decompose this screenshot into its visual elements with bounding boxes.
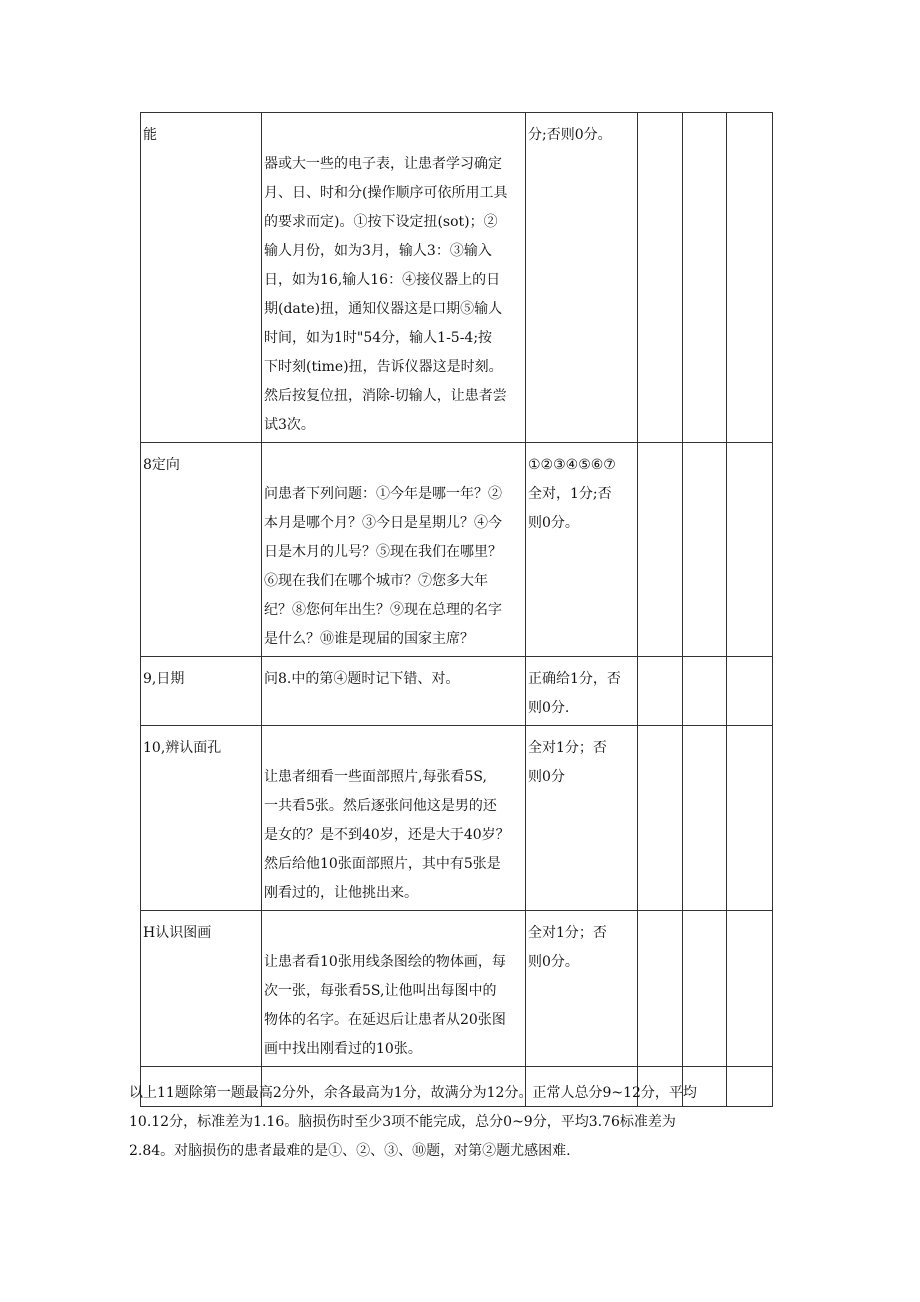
- method-line: 问8.中的第④题时记下错、对。: [264, 671, 460, 687]
- method-line: 让患者细看一些面部照片,每张看5S,: [264, 769, 487, 785]
- table-row: [141, 443, 773, 657]
- method-line: ⑥现在我们在哪个城市？⑦您多大年: [264, 573, 488, 589]
- method-line: 期(date)扭，通知仪器这是口期⑤输人: [264, 301, 503, 317]
- method-cell: [262, 443, 526, 657]
- method-line: 让患者看10张用线条图绘的物体画，每: [264, 954, 506, 970]
- scoring-cell: [526, 113, 638, 443]
- method-line: 月、日、时和分(操作顺序可依所用工具: [264, 185, 508, 201]
- method-line: 下时刻(time)扭，告诉仪器这是时刻。: [264, 359, 503, 375]
- method-line: 是女的？是不到40岁，还是大于40岁？: [264, 827, 510, 843]
- scoring-line: 全对，1分;否: [528, 486, 612, 502]
- item-label: 10,辨认面孔: [143, 740, 222, 756]
- method-cell: [262, 726, 526, 911]
- footnote-line: 以上11题除第一题最高2分外，余各最高为1分，故满分为12分。正常人总分9~12分，平均: [129, 1085, 697, 1101]
- footnote-line: 2.84。对脑损伤的患者最难的是①、②、③、⑩题，对第②题尤感困难.: [129, 1143, 571, 1159]
- item-label: 8定向: [143, 457, 180, 473]
- score-entry-cell: [727, 911, 773, 1067]
- score-entry-cell: [683, 726, 727, 911]
- method-cell: [262, 113, 526, 443]
- method-cell: [262, 911, 526, 1067]
- item-label: H认识图画: [143, 925, 212, 941]
- method-line: [264, 734, 523, 763]
- score-entry-cell: [727, 726, 773, 911]
- scoring-line: 全对1分；否: [528, 925, 607, 941]
- footnote-line: 10.12分，标准差为1.16。脑损伤时至少3项不能完成，总分0~9分，平均3.76标准差为: [129, 1114, 676, 1130]
- score-entry-cell: [683, 113, 727, 443]
- method-line: 输人月份，如为3月，输人3：③输入: [264, 243, 492, 259]
- method-line: 试3次。: [264, 417, 315, 433]
- score-entry-cell: [727, 657, 773, 726]
- score-entry-cell: [638, 443, 683, 657]
- scoring-line: 则0分。: [528, 515, 579, 531]
- table-row: [141, 911, 773, 1067]
- method-line: 刚看过的，让他挑出来。: [264, 885, 418, 901]
- method-line: 器或大一些的电子表，让患者学习确定: [264, 156, 502, 172]
- score-entry-cell: [683, 657, 727, 726]
- item-cell: [141, 911, 262, 1067]
- table-row: [141, 657, 773, 726]
- method-line: 纪？⑧您何年出生？⑨现在总理的名字: [264, 602, 502, 618]
- method-line: 时间，如为1时"54分，输人1-5-4;按: [264, 330, 493, 346]
- scoring-cell: [526, 726, 638, 911]
- scoring-line: 则0分。: [528, 954, 579, 970]
- method-line: 本月是哪个月？③今日是星期儿？④今: [264, 515, 502, 531]
- scoring-line: 则0分: [528, 769, 565, 785]
- scoring-cell: [526, 911, 638, 1067]
- score-entry-cell: [638, 911, 683, 1067]
- score-entry-cell: [683, 443, 727, 657]
- method-line: 日是木月的儿号？⑤现在我们在哪里？: [264, 544, 502, 560]
- method-line: [264, 121, 523, 150]
- scoring-line: ①②③④⑤⑥⑦: [528, 457, 616, 473]
- method-line: 物体的名字。在延迟后让患者从20张图: [264, 1012, 506, 1028]
- score-entry-cell: [638, 726, 683, 911]
- item-label: 9,日期: [143, 671, 185, 687]
- method-line: [264, 919, 523, 948]
- method-line: 然后给他10张面部照片，其中有5张是: [264, 856, 501, 872]
- table-row: [141, 726, 773, 911]
- method-line: 次一张，每张看5S,让他叫出每图中的: [264, 983, 497, 999]
- score-entry-cell: [683, 911, 727, 1067]
- score-entry-cell: [727, 113, 773, 443]
- method-line: 问患者下列问题：①今年是哪一年？②: [264, 486, 502, 502]
- method-line: 然后按复位扭，消除-切输人，让患者尝: [264, 388, 507, 404]
- scoring-footnote: [129, 1079, 779, 1166]
- score-entry-cell: [638, 657, 683, 726]
- method-line: 是什么？⑩谁是现届的国家主席？: [264, 631, 474, 647]
- score-entry-cell: [638, 113, 683, 443]
- scoring-line: 分;否则0分。: [528, 127, 612, 143]
- method-line: 一共看5张。然后逐张问他这是男的还: [264, 798, 497, 814]
- item-label: 能: [143, 127, 157, 143]
- item-cell: [141, 443, 262, 657]
- method-cell: [262, 657, 526, 726]
- method-line: 的要求而定)。①按下设定扭(sot)；②: [264, 214, 498, 230]
- scoring-cell: [526, 443, 638, 657]
- item-cell: [141, 657, 262, 726]
- scoring-line: 全对1分；否: [528, 740, 607, 756]
- table-row: [141, 113, 773, 443]
- scoring-line: 则0分.: [528, 700, 570, 716]
- method-line: [264, 451, 523, 480]
- item-cell: [141, 113, 262, 443]
- score-entry-cell: [727, 443, 773, 657]
- scoring-line: 正确给1分，否: [528, 671, 621, 687]
- scoring-cell: [526, 657, 638, 726]
- method-line: 画中找出刚看过的10张。: [264, 1041, 422, 1057]
- method-line: 日，如为16,输人16：④接仪器上的日: [264, 272, 501, 288]
- assessment-table: [140, 112, 773, 1107]
- item-cell: [141, 726, 262, 911]
